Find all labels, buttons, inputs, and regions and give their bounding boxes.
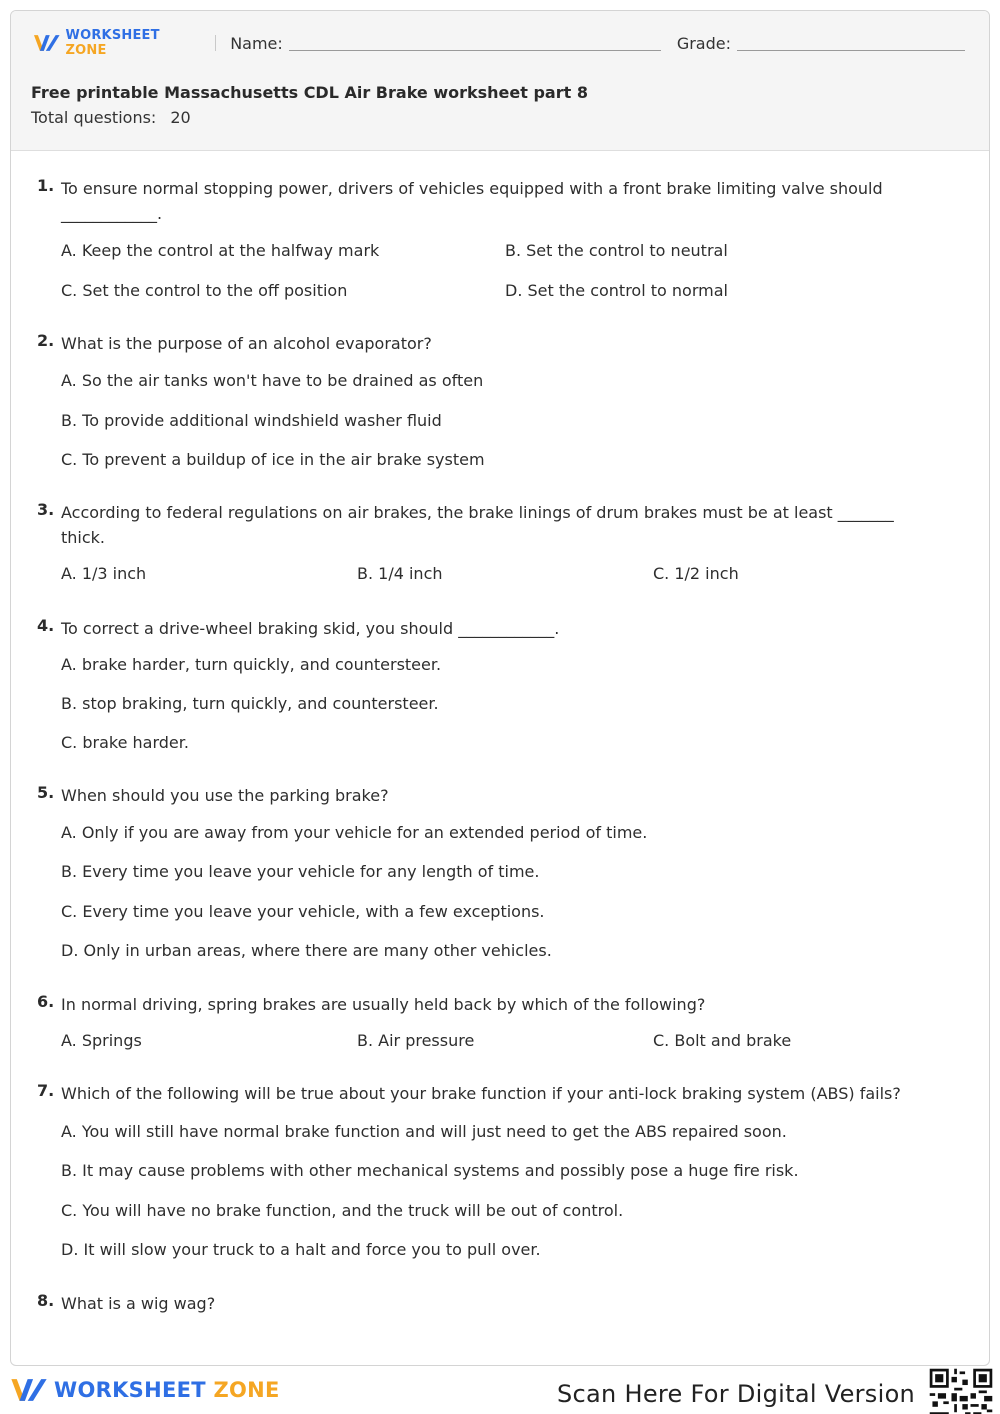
option-a[interactable]: A. Springs <box>61 1031 142 1050</box>
option-c[interactable]: C. Set the control to the off position <box>61 281 348 300</box>
option-b[interactable]: B. To provide additional windshield washer fluid <box>61 411 442 430</box>
worksheet-header <box>11 11 989 151</box>
worksheet-title: Free printable Massachusetts CDL Air Brake worksheet part 8 <box>31 83 588 102</box>
brand-word-zone: ZONE <box>65 43 107 58</box>
option-c[interactable]: C. Bolt and brake <box>653 1031 792 1050</box>
brand-name <box>66 28 204 58</box>
option-a[interactable]: A. 1/3 inch <box>61 564 147 583</box>
option-d[interactable]: D. It will slow your truck to a halt and force you to pull over. <box>61 1240 541 1259</box>
brand-word-worksheet: WORKSHEET <box>54 1378 206 1402</box>
question-text: When should you use the parking brake? <box>61 786 389 805</box>
question-text: Which of the following will be true about your brake function if your anti-lock braking system (ABS) fails? <box>61 1084 901 1103</box>
grade-field[interactable] <box>737 35 965 51</box>
grade-group <box>677 34 965 53</box>
question-number: 5. <box>37 783 55 802</box>
qr-code-icon[interactable] <box>927 1366 995 1414</box>
footer-brand-logo[interactable] <box>10 1376 280 1404</box>
brand-word-worksheet: WORKSHEET <box>65 28 160 43</box>
grade-label: Grade: <box>676 33 731 53</box>
question-number: 4. <box>37 616 55 635</box>
question-text: What is a wig wag? <box>61 1294 216 1313</box>
total-questions <box>31 108 191 127</box>
option-b[interactable]: B. stop braking, turn quickly, and countersteer. <box>61 694 439 713</box>
option-b[interactable]: B. Every time you leave your vehicle for any length of time. <box>61 862 540 881</box>
option-c[interactable]: C. 1/2 inch <box>653 564 739 583</box>
option-a[interactable]: A. Keep the control at the halfway mark <box>61 241 380 260</box>
footer-brand-name <box>54 1378 280 1402</box>
question-text: To correct a drive-wheel braking skid, you should ____________. <box>61 619 560 638</box>
question-text: In normal driving, spring brakes are usually held back by which of the following? <box>61 995 706 1014</box>
question-text: What is the purpose of an alcohol evaporator? <box>61 334 432 353</box>
brand-logo[interactable] <box>33 28 203 58</box>
worksheet-page <box>10 10 990 1366</box>
question-number: 8. <box>37 1291 55 1310</box>
option-b[interactable]: B. Air pressure <box>357 1031 475 1050</box>
page-footer <box>0 1366 1000 1414</box>
scan-caption: Scan Here For Digital Version <box>557 1380 916 1408</box>
option-a[interactable]: A. You will still have normal brake function and will just need to get the ABS repaired soon. <box>61 1122 787 1141</box>
name-field[interactable] <box>289 35 661 51</box>
option-c[interactable]: C. Every time you leave your vehicle, with a few exceptions. <box>61 902 545 921</box>
worksheet-zone-logo-icon <box>10 1376 48 1404</box>
total-questions-value: 20 <box>170 108 191 127</box>
question-text: To ensure normal stopping power, drivers of vehicles equipped with a front brake limiting valve should ____________. <box>61 179 883 223</box>
header-row <box>33 28 965 58</box>
name-label: Name: <box>230 33 283 53</box>
option-c[interactable]: C. To prevent a buildup of ice in the air brake system <box>61 450 485 469</box>
total-questions-label: Total questions: <box>31 108 157 127</box>
option-a[interactable]: A. So the air tanks won't have to be drained as often <box>61 371 484 390</box>
option-c[interactable]: C. brake harder. <box>61 733 189 752</box>
question-number: 6. <box>37 992 55 1011</box>
option-d[interactable]: D. Only in urban areas, where there are many other vehicles. <box>61 941 552 960</box>
option-b[interactable]: B. 1/4 inch <box>357 564 443 583</box>
question-number: 1. <box>37 176 55 195</box>
worksheet-zone-logo-icon <box>33 33 61 53</box>
option-a[interactable]: A. Only if you are away from your vehicle for an extended period of time. <box>61 823 648 842</box>
option-b[interactable]: B. It may cause problems with other mechanical systems and possibly pose a huge fire risk. <box>61 1161 799 1180</box>
option-a[interactable]: A. brake harder, turn quickly, and countersteer. <box>61 655 442 674</box>
option-d[interactable]: D. Set the control to normal <box>505 281 728 300</box>
option-c[interactable]: C. You will have no brake function, and the truck will be out of control. <box>61 1201 624 1220</box>
option-b[interactable]: B. Set the control to neutral <box>505 241 728 260</box>
question-text: According to federal regulations on air brakes, the brake linings of drum brakes must be at least _______ thick. <box>61 503 894 547</box>
brand-word-zone: ZONE <box>213 1378 280 1402</box>
question-number: 2. <box>37 331 55 350</box>
header-divider <box>215 35 216 51</box>
question-number: 3. <box>37 500 55 519</box>
question-number: 7. <box>37 1081 55 1100</box>
